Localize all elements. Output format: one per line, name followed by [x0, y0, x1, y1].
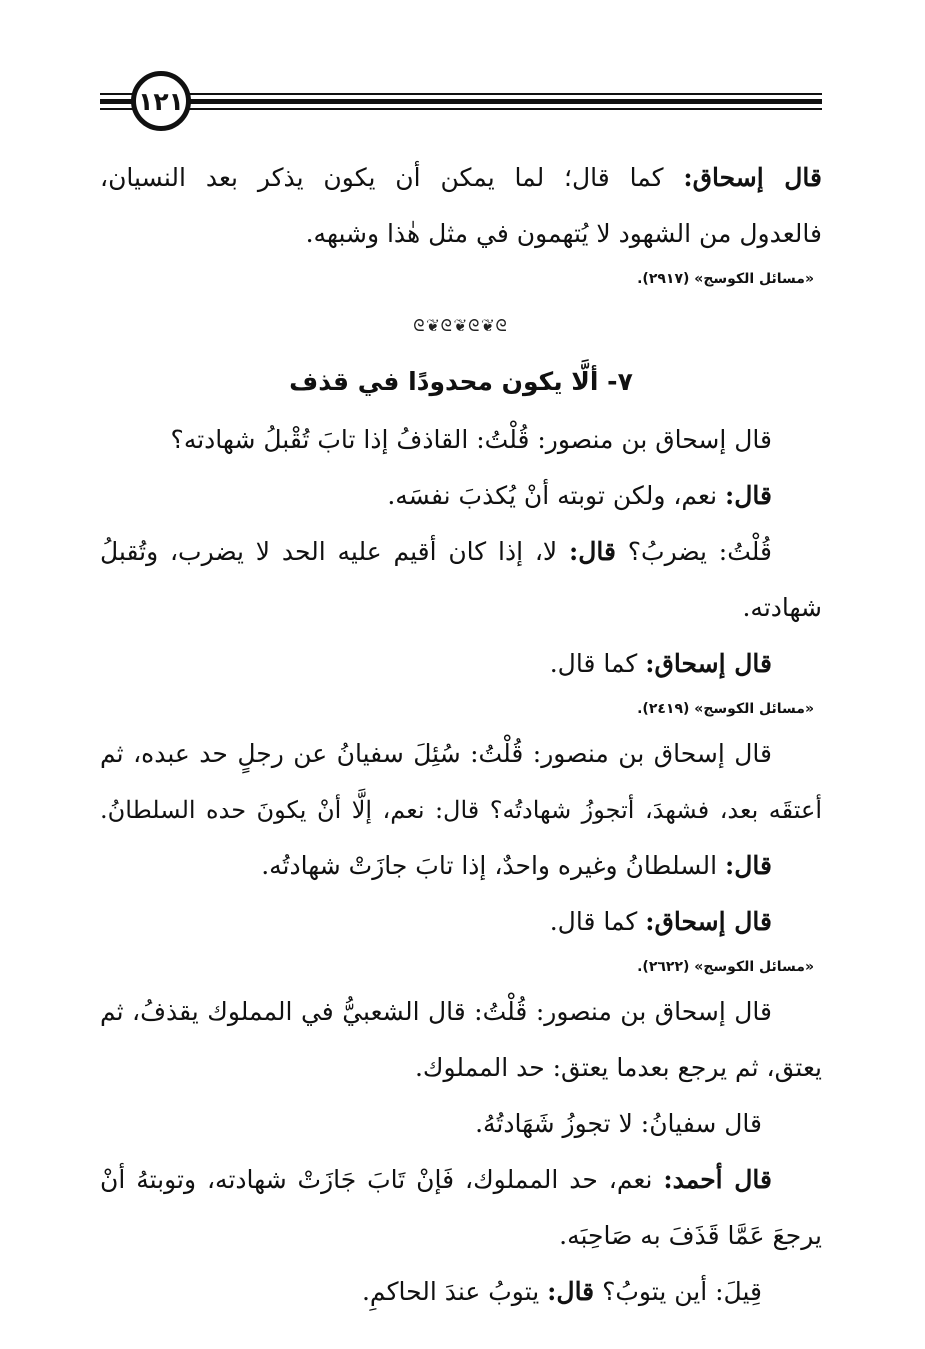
speaker-label: قال إسحاق:	[645, 907, 772, 936]
speaker-label: قال إسحاق:	[645, 649, 772, 678]
paragraph-line	[100, 894, 822, 950]
speaker-label: قال:	[547, 1277, 595, 1306]
paragraph-line	[100, 782, 822, 838]
section-heading: ٧- ألَّا يكون محدودًا في قذف	[289, 367, 633, 396]
header-rule-top	[100, 93, 822, 95]
reference-citation: «مسائل الكوسج» (٢٤١٩).	[637, 701, 814, 717]
reference-citation: «مسائل الكوسج» (٢٩١٧).	[637, 271, 814, 287]
line-text: قال إسحاق بن منصور: قُلْتُ: سُئِلَ سفيانُ عن رجلٍ حد عبده، ثم	[100, 739, 772, 768]
line-text: فالعدول من الشهود لا يُتهمون في مثل هٰذا وشبهه.	[305, 219, 822, 248]
line-text: السلطانُ وغيره واحدٌ، إذا تابَ جازَتْ شهادتُه.	[261, 851, 726, 880]
paragraph-line	[100, 468, 822, 524]
header-rule-bottom	[100, 108, 822, 110]
line-text: أعتقَه بعد، فشهدَ، أتجوزُ شهادتُه؟ قال: نعم، إلَّا أنْ يكونَ حده السلطانُ.	[100, 796, 822, 824]
paragraph-line	[100, 984, 822, 1040]
speaker-label: قال:	[568, 537, 616, 566]
line-text: لا، إذا كان أقيم عليه الحد لا يضرب، وتُقبلُ	[100, 537, 569, 566]
line-text: قال إسحاق بن منصور: قُلْتُ: القاذفُ إذا تابَ تُقْبلُ شهادته؟	[170, 425, 772, 454]
line-text: قال سفيانُ: لا تجوزُ شَهَادتُهُ.	[475, 1109, 762, 1138]
paragraph-line	[100, 412, 822, 468]
page-number-badge	[131, 71, 191, 131]
paragraph-line	[100, 838, 822, 894]
paragraph-line	[100, 636, 822, 692]
line-text: قِيلَ: أين يتوبُ؟	[594, 1277, 762, 1306]
line-text: شهادته.	[742, 593, 822, 622]
line-text: كما قال.	[549, 649, 646, 678]
paragraph-line	[100, 726, 822, 782]
line-text: قُلْتُ: يضربُ؟	[615, 537, 772, 566]
speaker-label: قال إسحاق:	[683, 163, 822, 192]
paragraph-line	[100, 580, 822, 636]
paragraph-line	[100, 1264, 822, 1320]
line-text: يرجعَ عَمَّا قَذَفَ به صَاحِبَه.	[559, 1221, 822, 1250]
page-number: ١٢١	[138, 86, 184, 116]
paragraph-line	[100, 524, 822, 580]
line-text: نعم، ولكن توبته أنْ يُكذبَ نفسَه.	[387, 481, 726, 510]
line-text: يعتق، ثم يرجع بعدما يعتق: حد المملوك.	[414, 1053, 822, 1082]
speaker-label: قال:	[725, 851, 772, 880]
paragraph-line	[100, 1040, 822, 1096]
paragraph-line	[100, 1096, 822, 1152]
paragraph-line	[100, 1208, 822, 1264]
line-text: يتوبُ عندَ الحاكمِ.	[361, 1277, 548, 1306]
line-text: نعم، حد المملوك، فَإنْ تَابَ جَازَتْ شهادته، وتوبتهُ أنْ	[100, 1165, 664, 1194]
paragraph-line	[100, 206, 822, 262]
line-text: قال إسحاق بن منصور: قُلْتُ: قال الشعبيُّ في المملوك يقذفُ، ثم	[100, 997, 772, 1026]
line-text: كما قال؛ لما يمكن أن يكون يذكر بعد النسيان،	[100, 163, 684, 192]
ornament-divider: ᘓ❦ᘓ❦ᘓ❦ᘓ	[413, 316, 509, 335]
page-body	[100, 150, 822, 1320]
line-text: كما قال.	[549, 907, 646, 936]
reference-citation: «مسائل الكوسج» (٢٦٢٢).	[637, 959, 814, 975]
paragraph-line	[100, 150, 822, 206]
speaker-label: قال:	[725, 481, 772, 510]
header-rule	[100, 99, 822, 104]
paragraph-line	[100, 1152, 822, 1208]
speaker-label: قال أحمد:	[663, 1165, 772, 1194]
